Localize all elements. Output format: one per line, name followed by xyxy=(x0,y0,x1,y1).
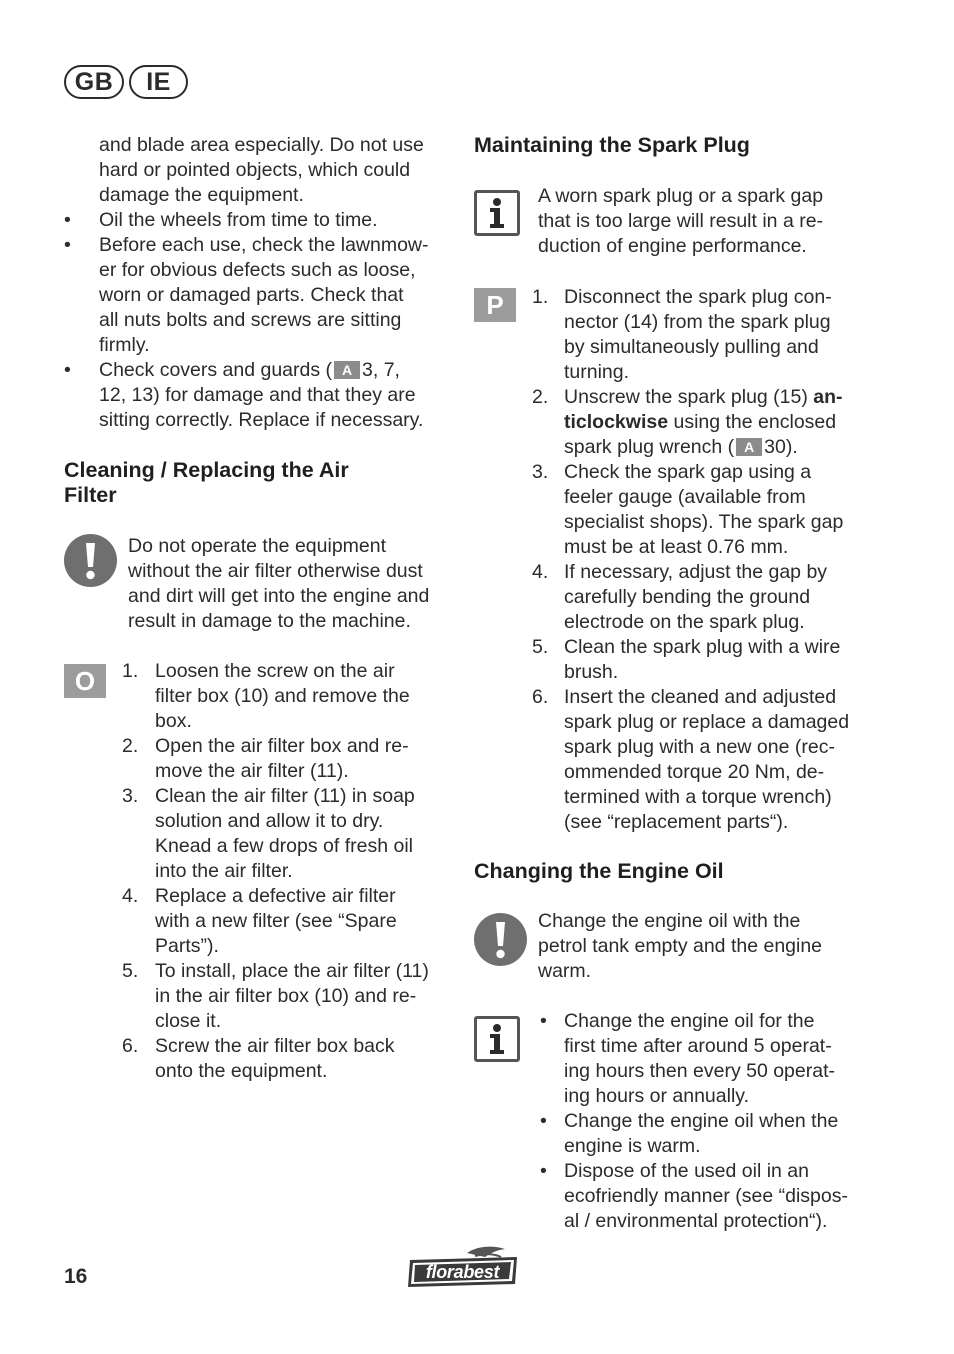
text-line: ing hours or annually. xyxy=(564,1085,750,1107)
text-line: Clean the spark plug with a wire xyxy=(564,636,841,658)
info-i-glyph xyxy=(477,1019,517,1059)
list-item xyxy=(532,685,872,835)
list-item xyxy=(122,784,457,884)
text-line: Knead a few drops of fresh oil xyxy=(155,835,413,857)
exclamation-glyph xyxy=(64,534,117,587)
list-item xyxy=(122,734,457,784)
text-line: firmly. xyxy=(99,334,150,356)
info-icon xyxy=(474,1016,520,1062)
brand-logo xyxy=(405,1244,520,1290)
text-line: Change the engine oil with the xyxy=(538,910,801,932)
step-number: 5. xyxy=(532,636,549,658)
section-heading-engine-oil xyxy=(474,859,724,884)
list-item xyxy=(122,1034,457,1084)
text-line: 12, 13) for damage and that they are xyxy=(99,384,416,406)
text-line: filter box (10) and remove the xyxy=(155,685,410,707)
text-line: ecofriendly manner (see “dispos- xyxy=(564,1185,848,1207)
step-number: 2. xyxy=(122,735,139,757)
spark-plug-info xyxy=(538,184,868,259)
text-line: Change the engine oil for the xyxy=(564,1010,815,1032)
text-line: onto the equipment. xyxy=(155,1060,328,1082)
text-line: termined with a torque wrench) xyxy=(564,786,832,808)
text-line: Loosen the screw on the air xyxy=(155,660,395,682)
step-number: 5. xyxy=(122,960,139,982)
text-line: Do not operate the equipment xyxy=(128,535,387,557)
text-line: carefully bending the ground xyxy=(564,586,811,608)
engine-oil-bullets xyxy=(540,1009,870,1234)
text-line: hard or pointed objects, which could xyxy=(99,159,411,181)
text-line: (see “replacement parts“). xyxy=(564,811,789,833)
list-item xyxy=(532,460,872,560)
air-filter-warning xyxy=(128,534,458,634)
text-line: Open the air filter box and re- xyxy=(155,735,409,757)
list-item xyxy=(64,233,454,358)
info-i-glyph xyxy=(477,193,517,233)
text-line: nector (14) from the spark plug xyxy=(564,311,831,333)
heading-line: Cleaning / Replacing the Air xyxy=(64,458,349,482)
step-letter-o-badge xyxy=(64,664,106,698)
step-number: 4. xyxy=(122,885,139,907)
text-line: into the air filter. xyxy=(155,860,293,882)
text-line: result in damage to the machine. xyxy=(128,610,411,632)
bold-fragment: ticlockwise xyxy=(564,411,669,433)
text-line: Check the spark gap using a xyxy=(564,461,812,483)
info-icon xyxy=(474,190,520,236)
warning-icon xyxy=(64,534,117,587)
text-fragment: Unscrew the spark plug (15) xyxy=(564,386,814,408)
text-line: turning. xyxy=(564,361,630,383)
text-line: Change the engine oil when the xyxy=(564,1110,839,1132)
text-line: petrol tank empty and the engine xyxy=(538,935,823,957)
text-line xyxy=(99,358,454,383)
text-line: A worn spark plug or a spark gap xyxy=(538,185,824,207)
text-line: To install, place the air filter (11) xyxy=(155,960,429,982)
lang-gb-label: GB xyxy=(74,67,114,96)
text-line: Dispose of the used oil in an xyxy=(564,1160,809,1182)
lang-ie-label: IE xyxy=(146,67,171,96)
text-line: with a new filter (see “Spare xyxy=(155,910,397,932)
text-line: and dirt will get into the engine and xyxy=(128,585,430,607)
exclamation-glyph xyxy=(474,913,527,966)
text-line: first time after around 5 operat- xyxy=(564,1035,832,1057)
bullet-marker: • xyxy=(64,359,71,381)
text-line: electrode on the spark plug. xyxy=(564,611,805,633)
heading-line: Changing the Engine Oil xyxy=(474,859,724,883)
section-heading-spark-plug xyxy=(474,133,750,158)
text-line: worn or damaged parts. Check that xyxy=(99,284,404,306)
lang-badge-gb xyxy=(64,65,124,99)
step-number: 3. xyxy=(532,461,549,483)
list-item xyxy=(64,208,454,233)
text-line: move the air filter (11). xyxy=(155,760,349,782)
step-number: 6. xyxy=(532,686,549,708)
list-item xyxy=(122,959,457,1034)
bullet-marker: • xyxy=(540,1010,547,1032)
text-line: If necessary, adjust the gap by xyxy=(564,561,828,583)
list-item xyxy=(540,1009,870,1109)
text-fragment: using the enclosed xyxy=(668,411,837,433)
text-line: by simultaneously pulling and xyxy=(564,336,819,358)
text-line: box. xyxy=(155,710,192,732)
text-line: engine is warm. xyxy=(564,1135,701,1157)
text-line: feeler gauge (available from xyxy=(564,486,806,508)
bullet-marker: • xyxy=(64,234,71,256)
text-line: Before each use, check the lawnmow- xyxy=(99,234,429,256)
text-line: Screw the air filter box back xyxy=(155,1035,395,1057)
lang-badge-ie xyxy=(129,65,188,99)
step-letter: O xyxy=(74,665,96,696)
text-fragment: 30). xyxy=(764,436,798,458)
step-letter: P xyxy=(486,289,504,320)
text-line: solution and allow it to dry. xyxy=(155,810,384,832)
text-line: close it. xyxy=(155,1010,222,1032)
intro-paragraph xyxy=(99,133,424,208)
text-line: ing hours then every 50 operat- xyxy=(564,1060,836,1082)
text-fragment: Check covers and guards ( xyxy=(99,359,333,381)
text-line: er for obvious defects such as loose, xyxy=(99,259,416,281)
text-line: sitting correctly. Replace if necessary. xyxy=(99,409,424,431)
text-line: that is too large will result in a re- xyxy=(538,210,824,232)
maintenance-bullet-list xyxy=(64,208,454,433)
list-item xyxy=(532,560,872,635)
text-line: spark plug or replace a damaged xyxy=(564,711,850,733)
bullet-marker: • xyxy=(64,209,71,231)
text-line: specialist shops). The spark gap xyxy=(564,511,844,533)
bullet-marker: • xyxy=(540,1110,547,1132)
air-filter-steps xyxy=(122,659,457,1084)
text-line: Replace a defective air filter xyxy=(155,885,396,907)
text-line: must be at least 0.76 mm. xyxy=(564,536,789,558)
text-line: all nuts bolts and screws are sitting xyxy=(99,309,402,331)
spark-plug-steps xyxy=(532,285,872,835)
text-line: without the air filter otherwise dust xyxy=(128,560,423,582)
step-number: 2. xyxy=(532,386,549,408)
list-item xyxy=(64,358,454,433)
list-item xyxy=(122,659,457,734)
step-number: 4. xyxy=(532,561,549,583)
page-number-text: 16 xyxy=(64,1265,88,1288)
section-heading-air-filter xyxy=(64,458,454,508)
step-number: 6. xyxy=(122,1035,139,1057)
list-item xyxy=(532,285,872,385)
text-line: brush. xyxy=(564,661,619,683)
step-number: 1. xyxy=(532,286,549,308)
text-line: Clean the air filter (11) in soap xyxy=(155,785,415,807)
warning-icon xyxy=(474,913,527,966)
text-line: ommended torque 20 Nm, de- xyxy=(564,761,825,783)
text-line: in the air filter box (10) and re- xyxy=(155,985,417,1007)
text-line: damage the equipment. xyxy=(99,184,304,206)
text-line xyxy=(564,410,872,435)
text-line: al / environmental protection“). xyxy=(564,1210,828,1232)
text-fragment: 3, 7, xyxy=(362,359,400,381)
text-line: Disconnect the spark plug con- xyxy=(564,286,832,308)
figure-ref-badge: A xyxy=(736,438,762,456)
text-line: and blade area especially. Do not use xyxy=(99,134,424,156)
step-letter-p-badge xyxy=(474,288,516,322)
step-number: 1. xyxy=(122,660,139,682)
list-item xyxy=(540,1159,870,1234)
text-fragment: spark plug wrench ( xyxy=(564,436,735,458)
text-line: warm. xyxy=(538,960,592,982)
brand-wordmark: florabest xyxy=(425,1262,500,1282)
text-line: Insert the cleaned and adjusted xyxy=(564,686,837,708)
text-line: Parts”). xyxy=(155,935,219,957)
text-line xyxy=(564,435,872,460)
text-line: Oil the wheels from time to time. xyxy=(99,209,378,231)
list-item xyxy=(540,1109,870,1159)
text-line: spark plug with a new one (rec- xyxy=(564,736,835,758)
list-item xyxy=(532,635,872,685)
list-item xyxy=(532,385,872,460)
list-item xyxy=(122,884,457,959)
page-number xyxy=(64,1265,87,1289)
heading-line: Filter xyxy=(64,483,117,507)
engine-oil-warning xyxy=(538,909,868,984)
heading-line: Maintaining the Spark Plug xyxy=(474,133,750,157)
figure-ref-badge: A xyxy=(334,361,360,379)
bullet-marker: • xyxy=(540,1160,547,1182)
step-number: 3. xyxy=(122,785,139,807)
bold-fragment: an- xyxy=(813,386,843,408)
text-line: duction of engine performance. xyxy=(538,235,807,257)
text-line xyxy=(564,385,872,410)
